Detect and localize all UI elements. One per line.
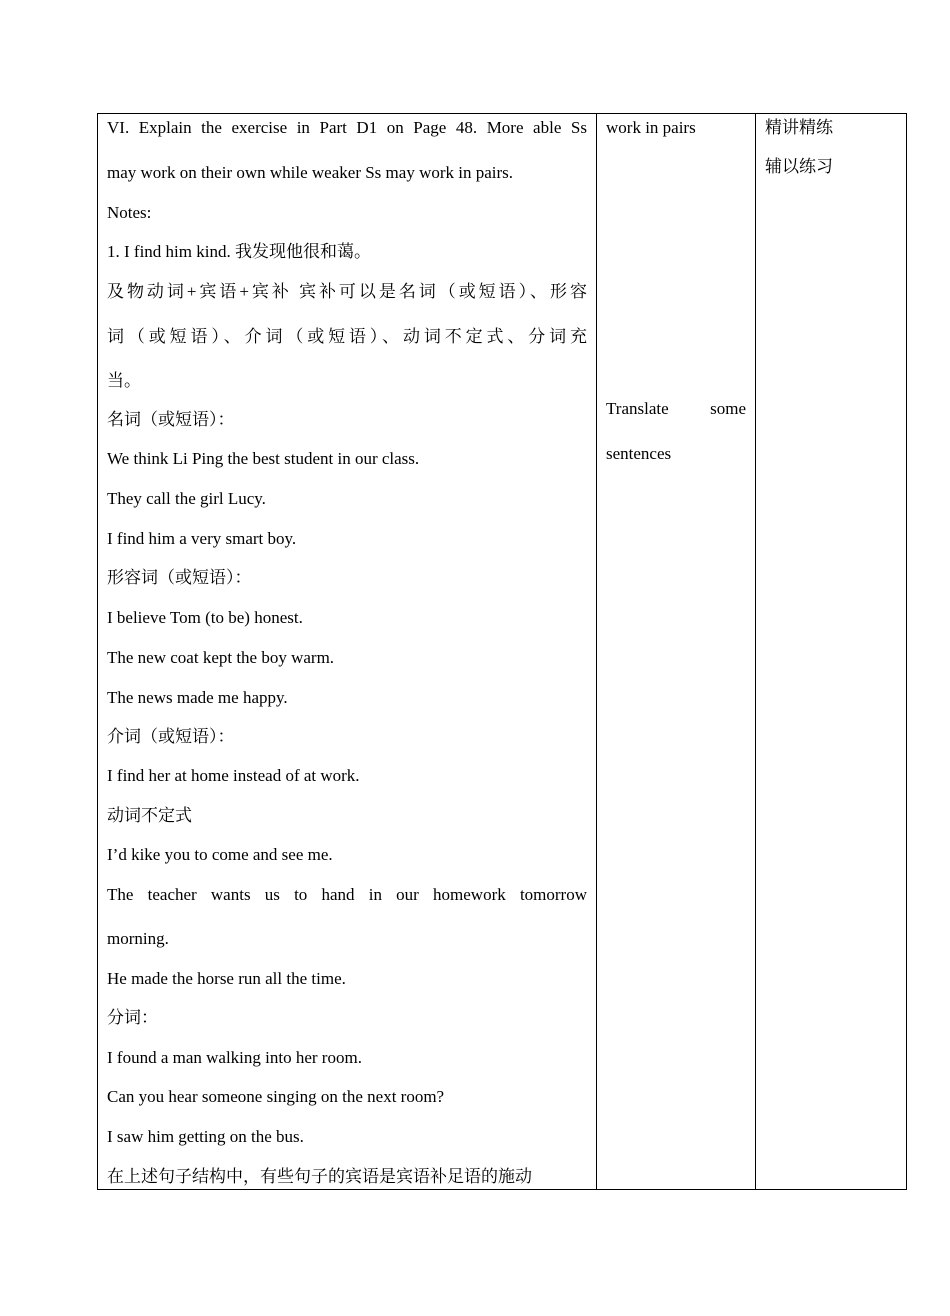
example-sentence-continued: morning. xyxy=(107,929,169,948)
example-sentence: Can you hear someone singing on the next room? xyxy=(107,1087,445,1106)
category-infinitive-heading: 动词不定式 xyxy=(107,806,192,825)
lesson-plan-table xyxy=(97,113,907,1190)
design-note-line-2: 辅以练习 xyxy=(765,157,833,176)
notes-label: Notes: xyxy=(107,203,152,222)
student-activity-cell xyxy=(597,114,756,1190)
example-sentence: I found a man walking into her room. xyxy=(107,1048,362,1067)
example-sentence: The new coat kept the boy warm. xyxy=(107,648,335,667)
step-heading-line-1: VI. Explain the exercise in Part D1 on Page 48. More able Ss xyxy=(107,118,587,137)
example-sentence: They call the girl Lucy. xyxy=(107,489,266,508)
example-sentence: The news made me happy. xyxy=(107,688,288,707)
design-note-line-1: 精讲精练 xyxy=(765,118,833,137)
category-preposition-heading: 介词（或短语）： xyxy=(107,727,235,746)
example-sentence: The teacher wants us to hand in our homework tomorrow xyxy=(107,885,587,904)
note-item-1: 1. I find him kind. 我发现他很和蔼。 xyxy=(107,242,371,261)
grammar-rule-line-2: 词（或短语）、介词（或短语）、动词不定式、分词充 xyxy=(107,327,587,346)
teaching-steps-cell xyxy=(98,114,597,1190)
example-sentence: I’d kike you to come and see me. xyxy=(107,845,333,864)
activity-translate-line-2: sentences xyxy=(606,444,672,463)
example-sentence: We think Li Ping the best student in our class. xyxy=(107,449,420,468)
summary-line: 在上述句子结构中，有些句子的宾语是宾语补足语的施动 xyxy=(107,1167,532,1186)
example-sentence: I believe Tom (to be) honest. xyxy=(107,608,303,627)
step-heading-line-2: may work on their own while weaker Ss may work in pairs. xyxy=(107,163,514,182)
example-sentence: I find her at home instead of at work. xyxy=(107,766,360,785)
example-sentence: He made the horse run all the time. xyxy=(107,969,346,988)
table-row xyxy=(98,114,907,1190)
activity-translate-line-1: Translate some xyxy=(606,399,746,418)
activity-work-in-pairs: work in pairs xyxy=(606,118,696,137)
design-intent-cell xyxy=(756,114,907,1190)
example-sentence: I find him a very smart boy. xyxy=(107,529,297,548)
grammar-rule-line-1: 及物动词+宾语+宾补 宾补可以是名词（或短语）、形容 xyxy=(107,282,587,301)
grammar-rule-line-3: 当。 xyxy=(107,371,141,390)
example-sentence: I saw him getting on the bus. xyxy=(107,1127,304,1146)
category-participle-heading: 分词： xyxy=(107,1008,158,1027)
category-adjective-heading: 形容词（或短语）： xyxy=(107,568,252,587)
category-noun-heading: 名词（或短语）： xyxy=(107,410,235,429)
